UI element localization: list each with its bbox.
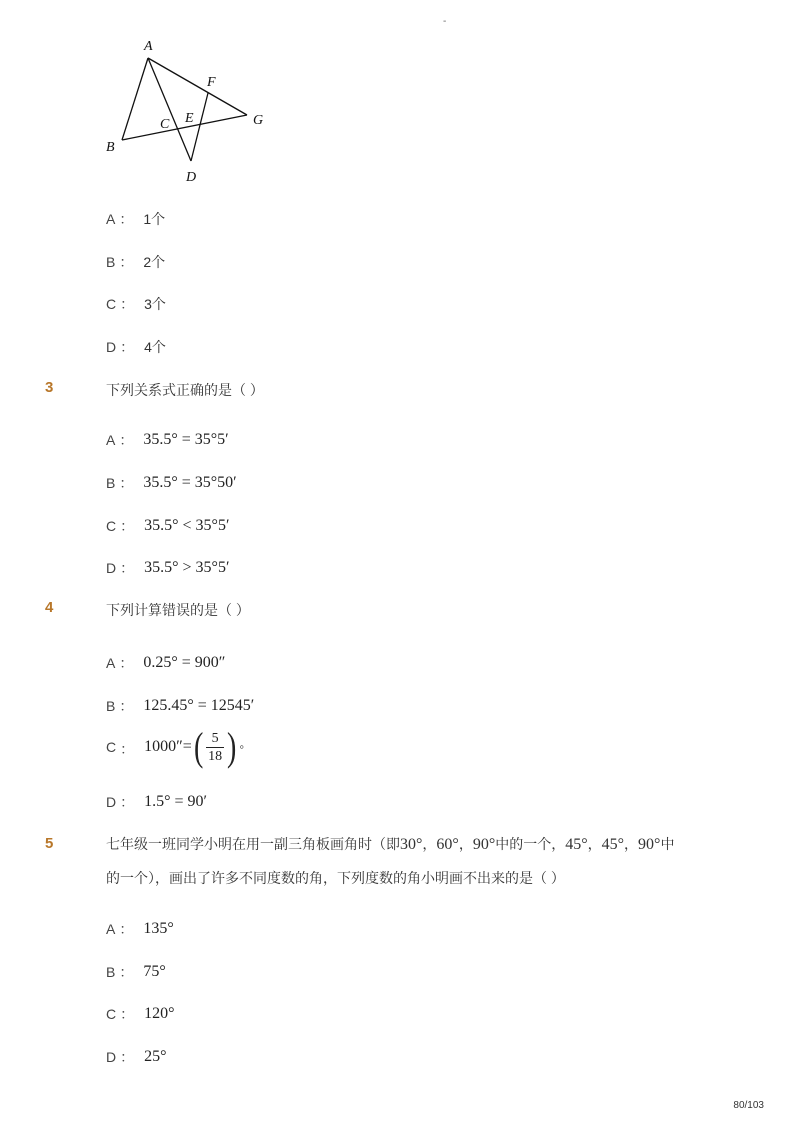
label-b: B [106, 140, 115, 155]
label-g: G [253, 113, 264, 128]
label-f: F [207, 75, 216, 90]
label-e: E [185, 111, 194, 126]
q4-option-c[interactable]: C ： 1000″= ( $\frac{5}{18}$ ) ◦ [106, 724, 245, 769]
question-number: 4 [45, 599, 54, 616]
q2-option-b[interactable]: B ： 2个 [106, 254, 166, 270]
header-mark: - [443, 16, 447, 27]
q5-option-b[interactable]: B ： 75° [106, 963, 166, 980]
q2-option-d[interactable]: D ： 4个 [106, 339, 166, 355]
label-c: C [160, 117, 170, 132]
label-d: D [186, 170, 197, 185]
fraction: $\frac{5}{18}$ [208, 730, 223, 764]
q2-option-c[interactable]: C ： 3个 [106, 296, 166, 312]
segment-ab [122, 58, 148, 140]
question-number: 5 [45, 835, 54, 852]
q2-option-a[interactable]: A ： 1个 [106, 211, 166, 227]
q4-option-d[interactable]: D ： 1.5° = 90′ [106, 793, 208, 810]
label-a: A [144, 39, 153, 54]
q3-option-c[interactable]: C ： 35.5° < 35°5′ [106, 517, 230, 534]
question-text-line2: 的一个），画出了许多不同度数的角，下列度数的角小明画不出来的是（ ） [106, 870, 565, 886]
triangle-diagram [95, 30, 285, 190]
fraction-expression: 1000″= ( $\frac{5}{18}$ ) ◦ [144, 724, 245, 769]
q3-option-b[interactable]: B ： 35.5° = 35°50′ [106, 474, 237, 491]
question-number: 3 [45, 379, 54, 396]
segment-ag [148, 58, 247, 115]
q3-option-d[interactable]: D ： 35.5° > 35°5′ [106, 559, 230, 576]
segment-ad [148, 58, 191, 161]
q5-option-d[interactable]: D ： 25° [106, 1048, 167, 1065]
segment-df [191, 93, 208, 161]
page-number: 80/103 [733, 1100, 764, 1111]
question-text-line1: 七年级一班同学小明在用一副三角板画角时（即30°，60°，90°中的一个，45°，45°，90°中 [106, 836, 675, 853]
geometry-figure [95, 30, 285, 190]
question-text: 下列关系式正确的是（ ） [106, 382, 264, 398]
q4-option-b[interactable]: B ： 125.45° = 12545′ [106, 697, 255, 714]
q5-option-a[interactable]: A ： 135° [106, 920, 174, 937]
q4-option-a[interactable]: A ： 0.25° = 900″ [106, 654, 226, 671]
q3-option-a[interactable]: A ： 35.5° = 35°5′ [106, 431, 229, 448]
q5-option-c[interactable]: C ： 120° [106, 1005, 175, 1022]
question-text: 下列计算错误的是（ ） [106, 602, 250, 618]
